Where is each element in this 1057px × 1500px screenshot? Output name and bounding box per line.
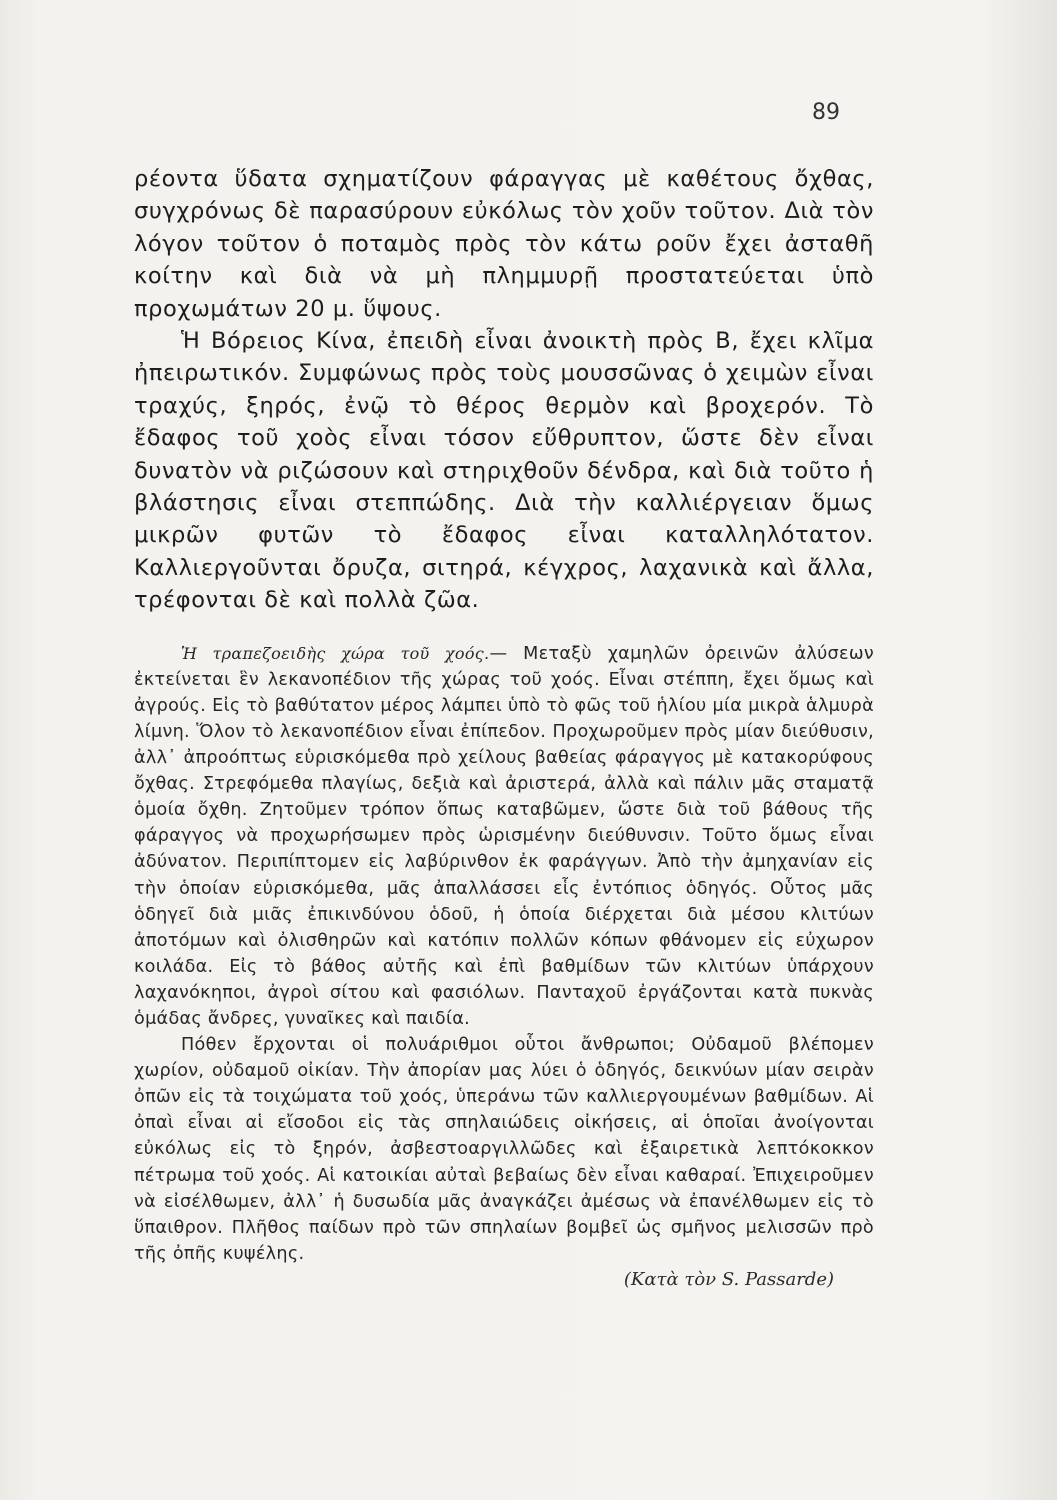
body-text [134, 163, 874, 1290]
attribution: (Κατὰ τὸν S. Passarde) [623, 1268, 834, 1290]
paragraph-3 [134, 641, 874, 1032]
paragraph-2: Ἡ Βόρειος Κίνα, ἐπειδὴ εἶναι ἀνοικτὴ πρὸς Β, ἔχει κλῖμα ἠπειρωτικόν. Συμφώνως πρὸς τοὺς μουσσῶνας ὁ χειμὼν εἶναι τραχύς, ξηρός, ἐνῷ τὸ θέρος θερμὸν καὶ βροχερόν. Τὸ ἔδαφος τοῦ χοὸς εἶναι τόσον εὔθρυπτον, ὥστε δὲν εἶναι δυνατὸν νὰ ριζώσουν καὶ στηριχθοῦν δένδρα, καὶ διὰ τοῦτο ἡ βλάστησις εἶναι στεππώδης. Διὰ τὴν καλλιέργειαν ὅμως μικρῶν φυτῶν τὸ ἔδαφος εἶναι καταλληλότατον. Καλλιεργοῦνται ὄρυζα, σιτηρά, κέγχρος, λαχανικὰ καὶ ἄλλα, τρέφονται δὲ καὶ πολλὰ ζῶα. [134, 328, 874, 614]
section-title: Ἡ τραπεζοειδὴς χώρα τοῦ χοός. [181, 643, 490, 663]
page-number: 89 [812, 100, 840, 125]
paragraph-1: ρέοντα ὕδατα σχηματίζουν φάραγγας μὲ καθέτους ὄχθας, συγχρόνως δὲ παρασύρουν εὐκόλως τὸν χοῦν τοῦτον. Διὰ τὸν λόγον τοῦτον ὁ ποταμὸς πρὸς τὸν κάτω ροῦν ἔχει ἀσταθῆ κοίτην καὶ διὰ νὰ μὴ πλημμυρῇ προστατεύεται ὑπὸ προχωμάτων 20 μ. ὕψους. [134, 166, 874, 322]
paragraph-3-text: — Μεταξὺ χαμηλῶν ὀρεινῶν ἀλύσεων ἐκτείνεται ἓν λεκανοπέδιον τῆς χώρας τοῦ χοός. Εἶναι στέππη, ἔχει ὅμως καὶ ἀγρούς. Εἰς τὸ βαθύτατον μέρος λάμπει ὑπὸ τὸ φῶς τοῦ ἡλίου μία μικρὰ ἁλμυρὰ λίμνη. Ὅλον τὸ λεκανοπέδιον εἶναι ἐπίπεδον. Προχωροῦμεν πρὸς μίαν διεύθυσιν, ἀλλ᾽ ἀπροόπτως εὑρισκόμεθα πρὸ χείλους βαθείας φάραγγος μὲ κατακορύφους ὄχθας. Στρεφόμεθα πλαγίως, δεξιὰ καὶ ἀριστερά, ἀλλὰ καὶ πάλιν μᾶς σταματᾷ ὁμοία ὄχθη. Ζητοῦμεν τρόπον ὅπως καταβῶμεν, ὥστε διὰ τοῦ βάθους τῆς φάραγγος νὰ προχωρήσωμεν πρὸς ὡρισμένην διεύθυνσιν. Τοῦτο ὅμως εἶναι ἀδύνατον. Περιπίπτομεν εἰς λαβύρινθον ἐκ φαράγγων. Ἀπὸ τὴν ἀμηχανίαν εἰς τὴν ὁποίαν εὑρισκόμεθα, μᾶς ἀπαλλάσσει εἷς ἐντόπιος ὁδηγός. Οὗτος μᾶς ὁδηγεῖ διὰ μιᾶς ἐπικινδύνου ὁδοῦ, ἡ ὁποία διέρχεται διὰ μέσου κλιτύων ἀποτόμων καὶ ὀλισθηρῶν καὶ κατόπιν πολλῶν κόπων φθάνομεν εἰς εὐχωρον κοιλάδα. Εἰς τὸ βάθος αὐτῆς καὶ ἐπὶ βαθμίδων τῶν κλιτύων ὑπάρχουν λαχανόκηποι, ἀγροὶ σίτου καὶ φασιόλων. Πανταχοῦ ἐργάζονται κατὰ πυκνὰς ὁμάδας ἄνδρες, γυναῖκες καὶ παιδία. [134, 643, 874, 1029]
paragraph-4: Πόθεν ἔρχονται οἱ πολυάριθμοι οὗτοι ἄνθρωποι; Οὐδαμοῦ βλέπομεν χωρίον, οὐδαμοῦ οἰκίαν. Τὴν ἀπορίαν μας λύει ὁ ὁδηγός, δεικνύων μίαν σειρὰν ὀπῶν εἰς τὰ τοιχώματα τοῦ χοός, ὑπεράνω τῶν καλλιεργουμένων βαθμίδων. Αἱ ὀπαὶ εἶναι αἱ εἴσοδοι εἰς τὰς σπηλαιώδεις οἰκήσεις, αἱ ὁποῖαι ἀνοίγονται εὐκόλως εἰς τὸ ξηρόν, ἀσβεστοαργιλλῶδες καὶ ἐξαιρετικὰ λεπτόκοκκον πέτρωμα τοῦ χοός. Αἱ κατοικίαι αὐταὶ βεβαίως δὲν εἶναι καθαραί. Ἐπιχειροῦμεν νὰ εἰσέλθωμεν, ἀλλ᾽ ἡ δυσωδία μᾶς ἀναγκάζει ἀμέσως νὰ ἐπανέλθωμεν εἰς τὸ ὕπαιθρον. Πλῆθος παίδων πρὸ τῶν σπηλαίων βομβεῖ ὡς σμῆνος μελισσῶν πρὸ τῆς ὀπῆς κυψέλης. [134, 1035, 874, 1264]
excerpt-block [134, 641, 874, 1290]
